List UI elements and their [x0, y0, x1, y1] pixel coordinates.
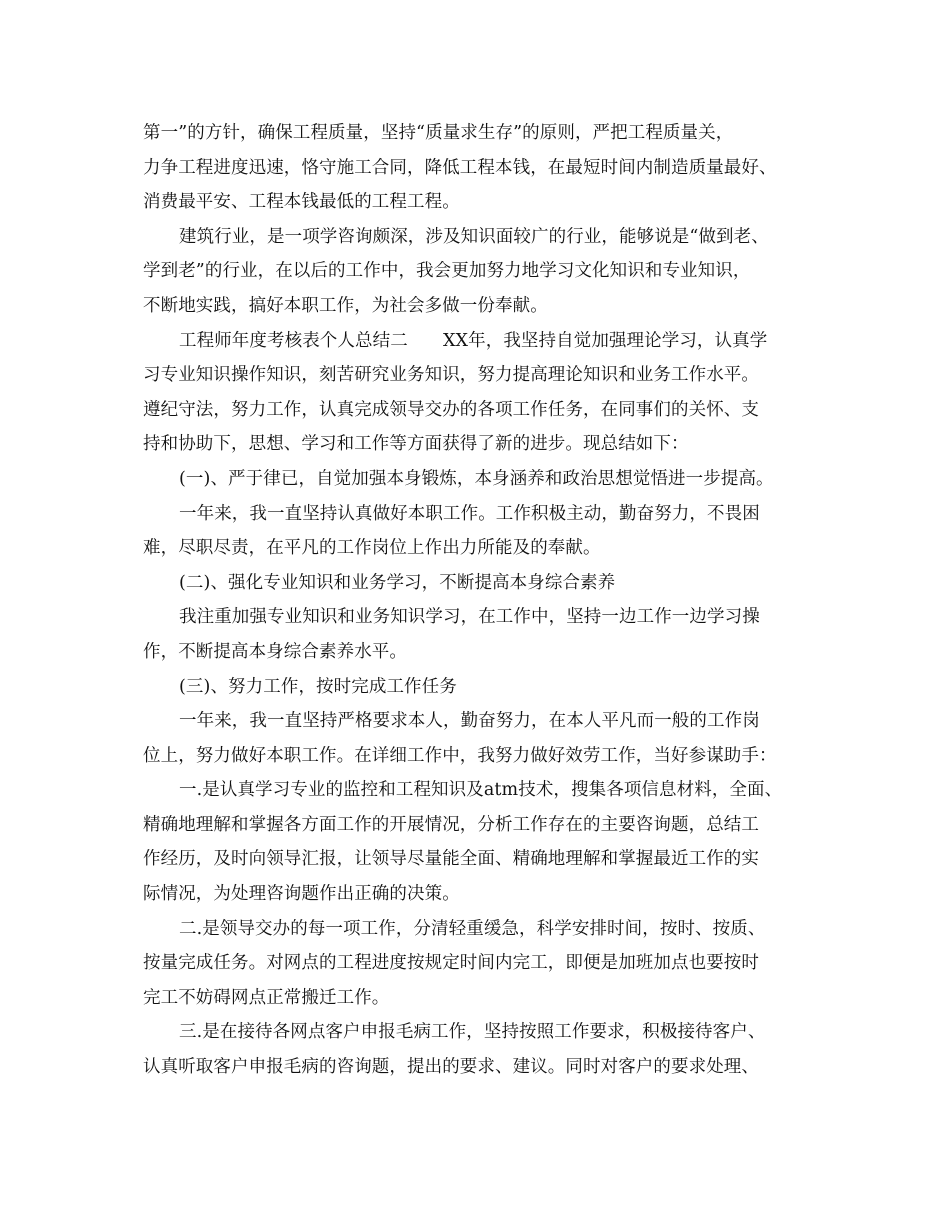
paragraph-start-line: 一年来，我一直坚持严格要求本人，勤奋努力，在本人平凡而一般的工作岗	[179, 711, 760, 732]
list-item-start-line: 一.是认真学习专业的监控和工程知识及atm技术，搜集各项信息材料，全面、	[179, 780, 783, 801]
text-line: 际情况，为处理咨询题作出正确的决策。	[143, 884, 460, 905]
text-line: 习专业知识操作知识，刻苦研究业务知识，努力提高理论知识和业务工作水平。	[143, 365, 759, 386]
text-line: 学到老”的行业，在以后的工作中，我会更加努力地学习文化知识和专业知识，	[143, 261, 751, 282]
paragraph-start-line: 建筑行业，是一项学咨询颇深，涉及知识面较广的行业，能够说是“做到老、	[179, 226, 769, 247]
paragraph-start-line: 一年来，我一直坚持认真做好本职工作。工作积极主动，勤奋努力，不畏困	[179, 503, 760, 524]
text-line: 作，不断提高本身综合素养水平。	[143, 641, 407, 662]
section-heading-line: (一)、严于律已，自觉加强本身锻炼，本身涵养和政治思想觉悟进一步提高。	[179, 468, 774, 489]
text-line: 精确地理解和掌握各方面工作的开展情况，分析工作存在的主要咨询题，总结工	[143, 814, 759, 835]
section-heading-line: (三)、努力工作，按时完成工作任务	[179, 676, 457, 697]
text-line: 第一”的方针，确保工程质量，坚持“质量求生存”的原则，严把工程质量关，	[143, 123, 734, 143]
text-line: 位上，努力做好本职工作。在详细工作中，我努力做好效劳工作，当好参谋助手：	[143, 745, 777, 766]
text-line: 作经历，及时向领导汇报，让领导尽量能全面、精确地理解和掌握最近工作的实	[143, 849, 759, 870]
text-line: 遵纪守法，努力工作，认真完成领导交办的各项工作任务，在同事们的关怀、支	[143, 399, 759, 420]
text-line: 完工不妨碍网点正常搬迁工作。	[143, 987, 390, 1008]
text-line: 持和协助下，思想、学习和工作等方面获得了新的进步。现总结如下：	[143, 434, 689, 455]
paragraph-start-line: 我注重加强专业知识和业务知识学习，在工作中，坚持一边工作一边学习操	[179, 607, 760, 628]
text-line: 按量完成任务。对网点的工程进度按规定时间内完工，即便是加班加点也要按时	[143, 953, 759, 974]
text-line: 不断地实践，搞好本职工作，为社会多做一份奉献。	[143, 295, 548, 316]
text-line: 难，尽职尽责，在平凡的工作岗位上作出力所能及的奉献。	[143, 538, 601, 559]
list-item-start-line: 三.是在接待各网点客户申报毛病工作，坚持按照工作要求，积极接待客户、	[179, 1022, 766, 1043]
section-heading-line: (二)、强化专业知识和业务学习，不断提高本身综合素养	[179, 572, 616, 593]
document-body	[143, 116, 823, 1085]
paragraph-start-line: 工程师年度考核表个人总结二 XX年，我坚持自觉加强理论学习，认真学	[179, 330, 768, 351]
list-item-start-line: 二.是领导交办的每一项工作，分清轻重缓急，科学安排时间，按时、按质、	[179, 918, 766, 939]
text-line: 消费最平安、工程本钱最低的工程工程。	[143, 192, 460, 213]
text-line: 力争工程进度迅速，恪守施工合同，降低工程本钱，在最短时间内制造质量最好、	[143, 157, 777, 178]
text-line: 认真听取客户申报毛病的咨询题，提出的要求、建议。同时对客户的要求处理、	[143, 1057, 759, 1078]
